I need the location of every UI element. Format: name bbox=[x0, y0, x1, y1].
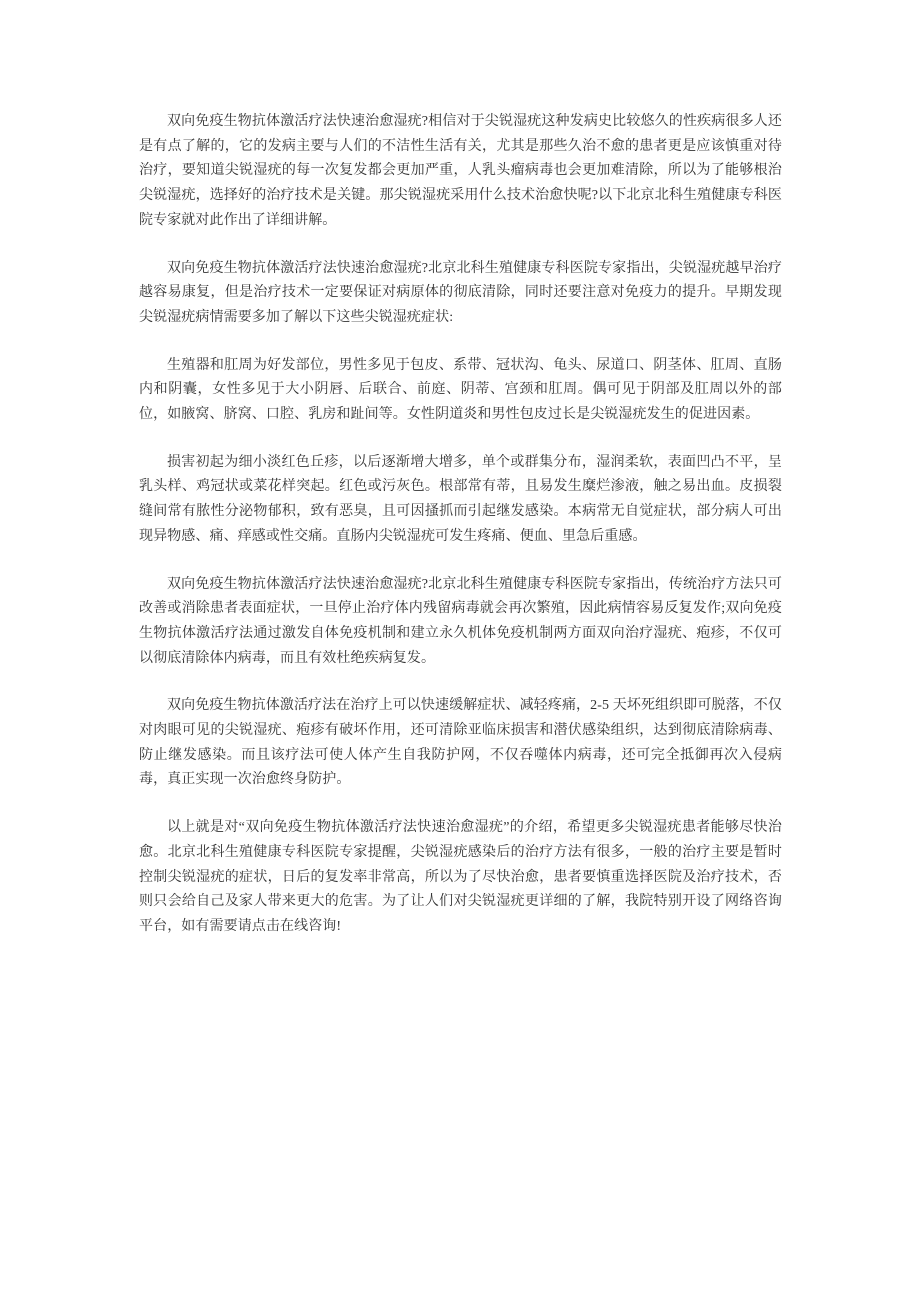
paragraph-early-treatment: 双向免疫生物抗体激活疗法快速治愈湿疣?北京北科生殖健康专科医院专家指出，尖锐湿疣越早治疗越容易康复，但是治疗技术一定要保证对病原体的彻底清除，同时还要注意对免疫力的提升。早期发现尖锐湿疣病情需要多加了解以下这些尖锐湿疣症状: bbox=[139, 260, 782, 325]
paragraph-intro: 双向免疫生物抗体激活疗法快速治愈湿疣?相信对于尖锐湿疣这种发病史比较悠久的性疾病很多人还是有点了解的，它的发病主要与人们的不洁性生活有关，尤其是那些久治不愈的患者更是应该慎重对待治疗，要知道尖锐湿疣的每一次复发都会更加严重，人乳头瘤病毒也会更加难清除，所以为了能够根治尖锐湿疣，选择好的治疗技术是关键。那尖锐湿疣采用什么技术治愈快呢?以下北京北科生殖健康专科医院专家就对此作出了详细讲解。 bbox=[139, 114, 782, 228]
paragraph-symptom-locations: 生殖器和肛周为好发部位，男性多见于包皮、系带、冠状沟、龟头、尿道口、阴茎体、肛周、直肠内和阴囊，女性多见于大小阴唇、后联合、前庭、阴蒂、宫颈和肛周。偶可见于阴部及肛周以外的部位，如腋窝、脐窝、口腔、乳房和趾间等。女性阴道炎和男性包皮过长是尖锐湿疣发生的促进因素。 bbox=[139, 357, 782, 423]
paragraph-therapy-effects: 双向免疫生物抗体激活疗法在治疗上可以快速缓解症状、减轻疼痛，2-5 天坏死组织即可脱落，不仅对肉眼可见的尖锐湿疣、疱疹有破坏作用，还可清除亚临床损害和潜伏感染组织，达到彻底清除病毒、防止继发感染。而且该疗法可使人体产生自我防护网，不仅吞噬体内病毒，还可完全抵御再次入侵病毒，真正实现一次治愈终身防护。 bbox=[139, 698, 782, 788]
paragraph-lesion-description: 损害初起为细小淡红色丘疹，以后逐渐增大增多，单个或群集分布，湿润柔软，表面凹凸不平，呈乳头样、鸡冠状或菜花样突起。红色或污灰色。根部常有蒂，且易发生糜烂渗液，触之易出血。皮损裂缝间常有脓性分泌物郁积，致有恶臭，且可因搔抓而引起继发感染。本病常无自觉症状，部分病人可出现异物感、痛、痒感或性交痛。直肠内尖锐湿疣可发生疼痛、便血、里急后重感。 bbox=[139, 454, 782, 544]
paragraph-therapy-mechanism: 双向免疫生物抗体激活疗法快速治愈湿疣?北京北科生殖健康专科医院专家指出，传统治疗方法只可改善或消除患者表面症状，一旦停止治疗体内残留病毒就会再次繁殖，因此病情容易反复发作;双向免疫生物抗体激活疗法通过激发自体免疫机制和建立永久机体免疫机制两方面双向治疗湿疣、疱疹，不仅可以彻底清除体内病毒，而且有效杜绝疾病复发。 bbox=[139, 576, 782, 666]
article-body bbox=[139, 110, 782, 940]
paragraph-conclusion: 以上就是对“双向免疫生物抗体激活疗法快速治愈湿疣”的介绍，希望更多尖锐湿疣患者能够尽快治愈。北京北科生殖健康专科医院专家提醒，尖锐湿疣感染后的治疗方法有很多，一般的治疗主要是暂时控制尖锐湿疣的症状，日后的复发率非常高，所以为了尽快治愈，患者要慎重选择医院及治疗技术，否则只会给自己及家人带来更大的危害。为了让人们对尖锐湿疣更详细的了解，我院特别开设了网络咨询平台，如有需要请点击在线咨询! bbox=[139, 820, 782, 934]
